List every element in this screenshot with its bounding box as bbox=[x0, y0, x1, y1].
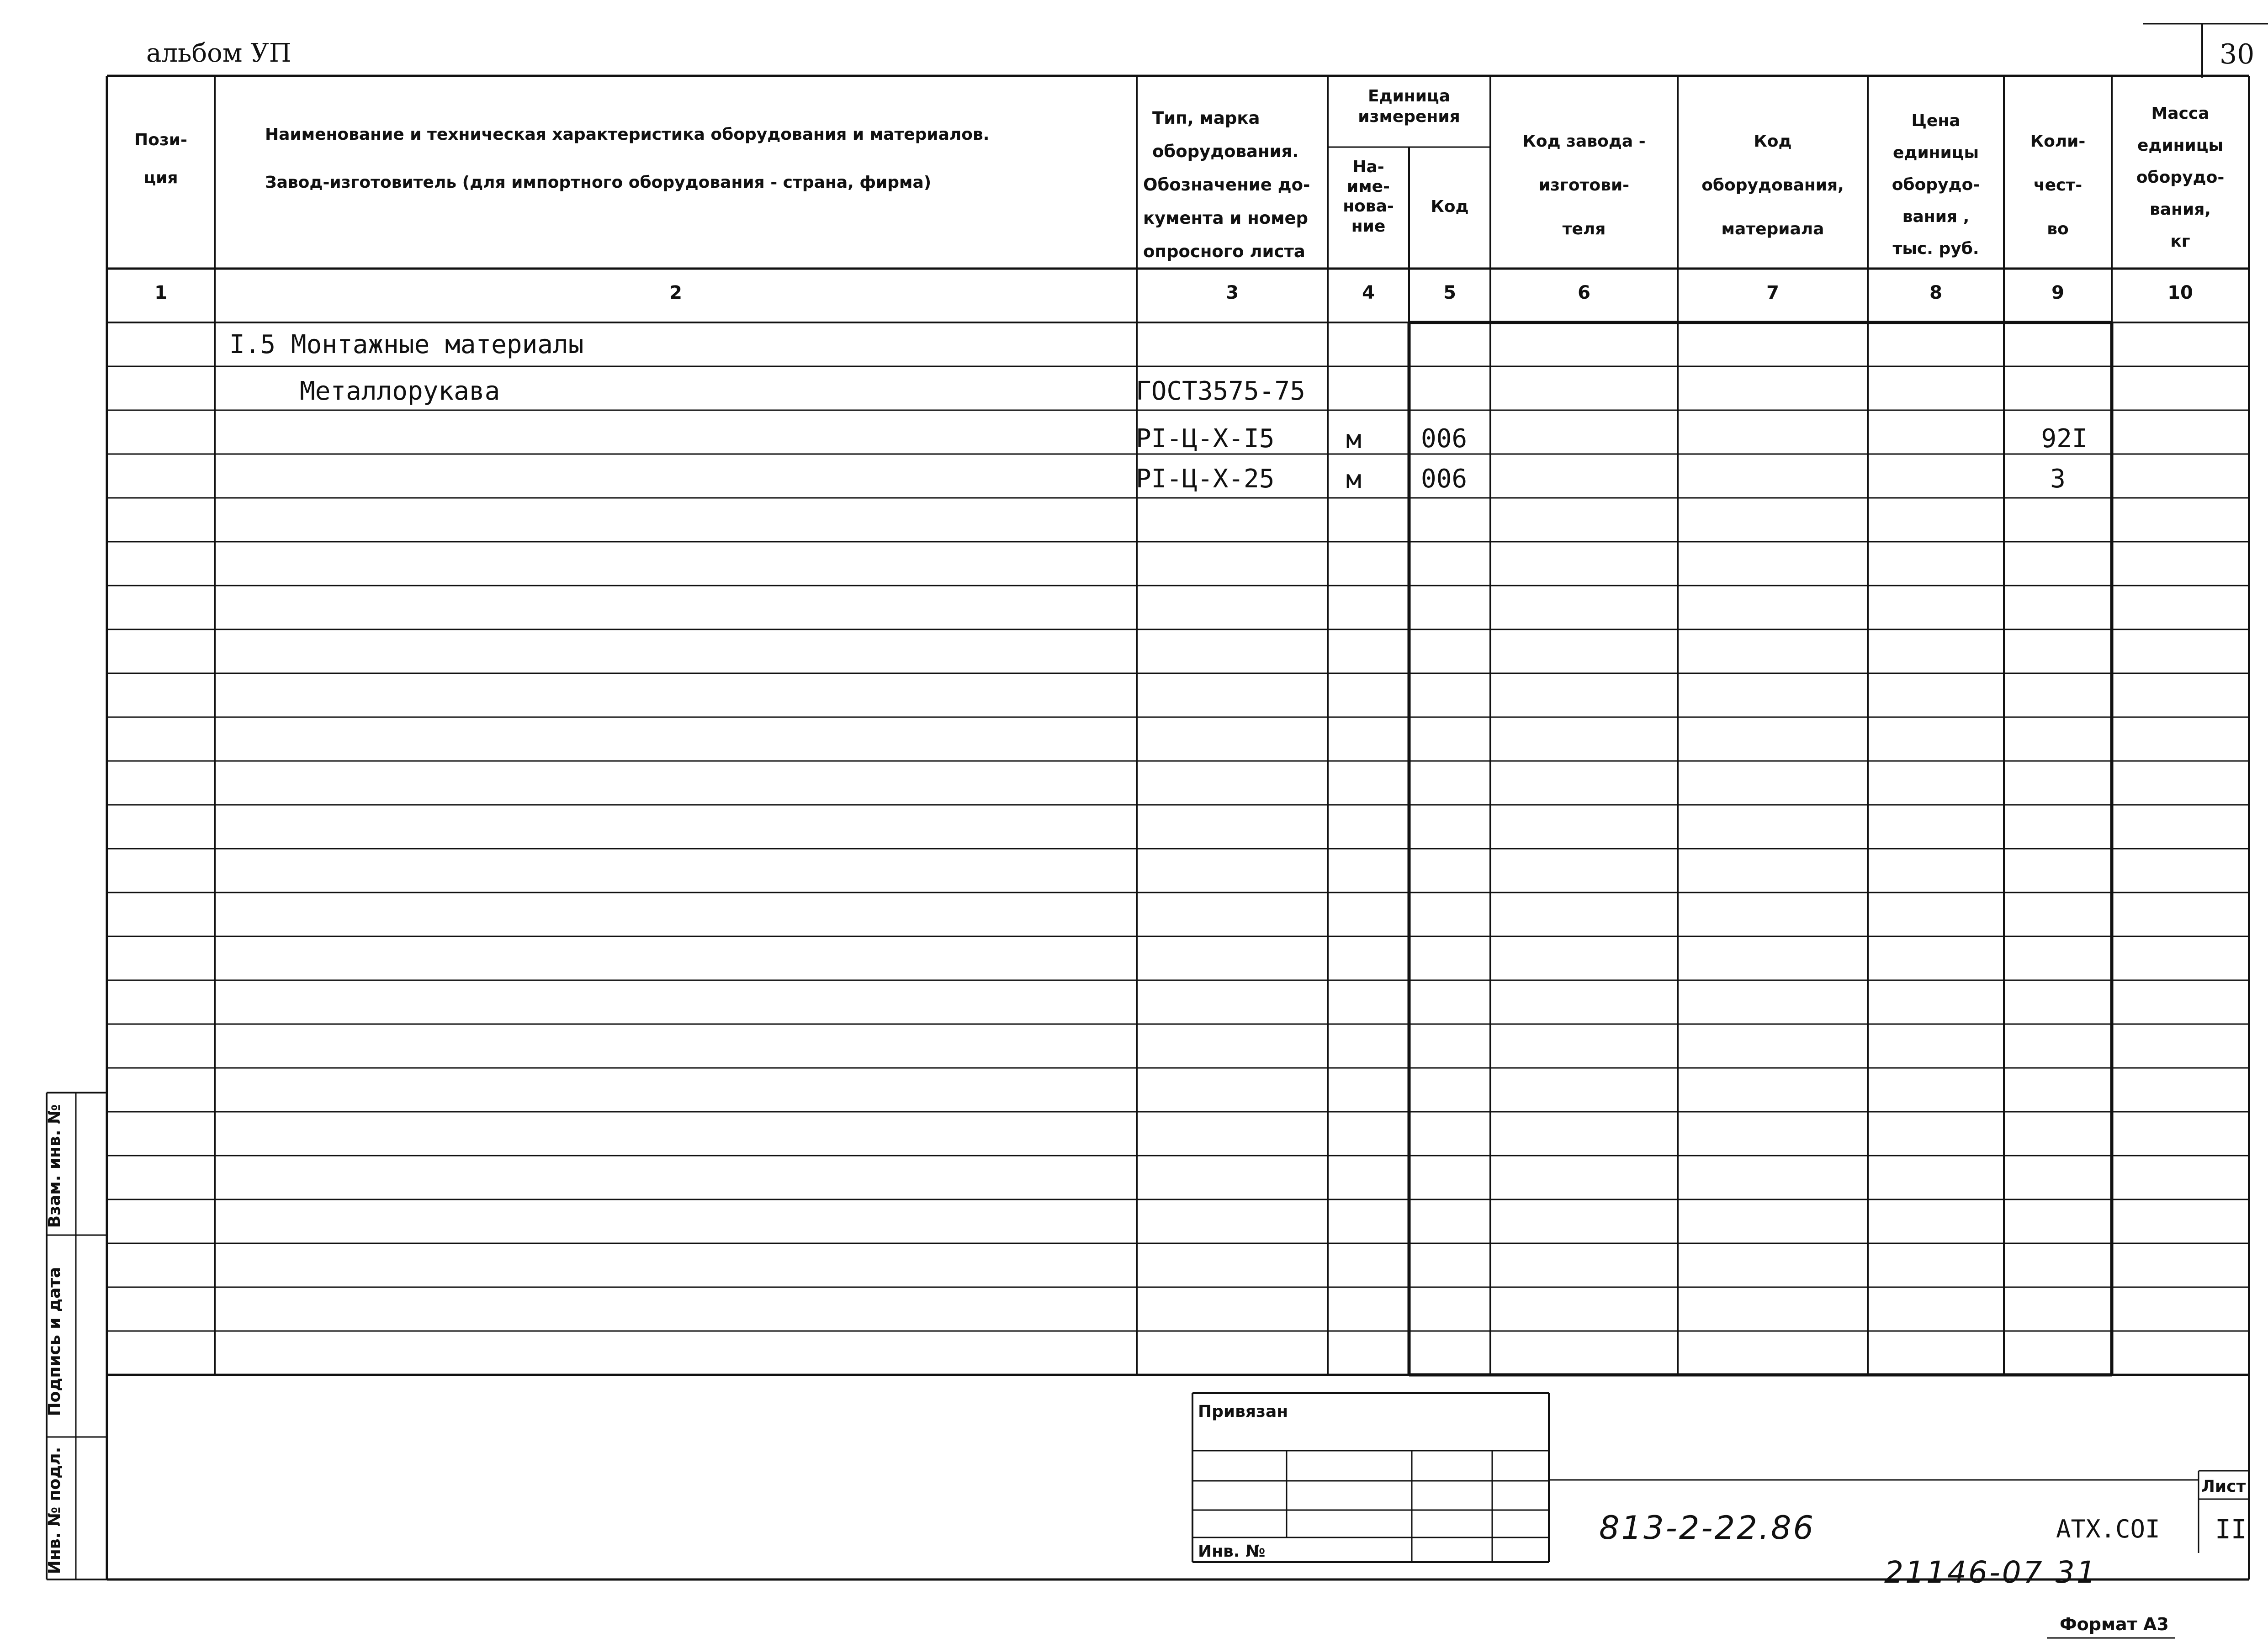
handwritten-number: 21146-07 31 bbox=[1884, 1555, 2098, 1590]
header-factory-code: Код завода - изготови- теля bbox=[1522, 132, 1646, 238]
row-3-code: 006 bbox=[1421, 424, 1468, 454]
column-number: 7 bbox=[1766, 282, 1779, 303]
column-number: 3 bbox=[1226, 282, 1239, 303]
row-4-unit: м bbox=[1346, 465, 1362, 495]
column-number: 8 bbox=[1929, 282, 1942, 303]
header-mass: Масса единицы оборудо- вания, кг bbox=[2136, 104, 2225, 251]
row-4-type: PI-Ц-X-25 bbox=[1136, 464, 1275, 494]
column-number: 1 bbox=[154, 282, 167, 303]
header-quantity: Коли- чест- во bbox=[2030, 132, 2086, 238]
inv-label: Инв. № bbox=[1198, 1542, 1266, 1561]
header-price: Цена единицы оборудо- вания , тыс. руб. bbox=[1892, 111, 1980, 258]
row-3-type: PI-Ц-X-I5 bbox=[1136, 424, 1275, 454]
row-4-qty: 3 bbox=[2050, 464, 2066, 494]
row-4-code: 006 bbox=[1421, 464, 1468, 494]
designation: 813-2-22.86 bbox=[1599, 1509, 1816, 1547]
header-unit-name: На- име- нова- ние bbox=[1343, 158, 1394, 236]
header-position: Пози- ция bbox=[134, 131, 187, 187]
format-label: Формат А3 bbox=[2060, 1614, 2169, 1634]
row-3-qty: 92I bbox=[2041, 424, 2088, 454]
column-number: 5 bbox=[1443, 282, 1456, 303]
bound-label: Привязан bbox=[1198, 1402, 1288, 1421]
sheet-code: АТХ.СОI bbox=[2056, 1515, 2160, 1543]
sheet-label: Лист bbox=[2201, 1477, 2246, 1496]
column-number: 9 bbox=[2051, 282, 2064, 303]
header-name: Наименование и техническая характеристика оборудования и материалов. Завод-изготовитель (для импортного оборудования - страна, фирма) bbox=[265, 125, 990, 192]
row-3-unit: м bbox=[1346, 425, 1362, 454]
side-signature-date: Подпись и дата bbox=[45, 1267, 64, 1416]
page-number: 30 bbox=[2220, 38, 2255, 70]
header-type: Тип, марка оборудования. Обозначение до- кумента и номер опросного листа bbox=[1143, 108, 1310, 261]
sheet-number: II bbox=[2215, 1514, 2247, 1545]
row-1-name: I.5 Монтажные материалы bbox=[229, 330, 584, 359]
row-2-name: Металлорукава bbox=[300, 376, 500, 406]
side-replacement-inv: Взам. инв. № bbox=[45, 1104, 64, 1228]
header-unit-group: Единица измерения bbox=[1358, 87, 1460, 126]
album-label: альбом УП bbox=[146, 38, 291, 68]
column-number: 2 bbox=[669, 282, 682, 303]
column-number: 6 bbox=[1578, 282, 1590, 303]
header-unit-code: Код bbox=[1431, 197, 1469, 216]
column-number: 4 bbox=[1362, 282, 1375, 303]
header-equipment-code: Код оборудования, материала bbox=[1701, 132, 1844, 238]
side-original-inv: Инв. № подл. bbox=[45, 1447, 64, 1574]
column-number: 10 bbox=[2167, 282, 2193, 303]
row-2-type: ГОСТ3575-75 bbox=[1136, 376, 1305, 406]
